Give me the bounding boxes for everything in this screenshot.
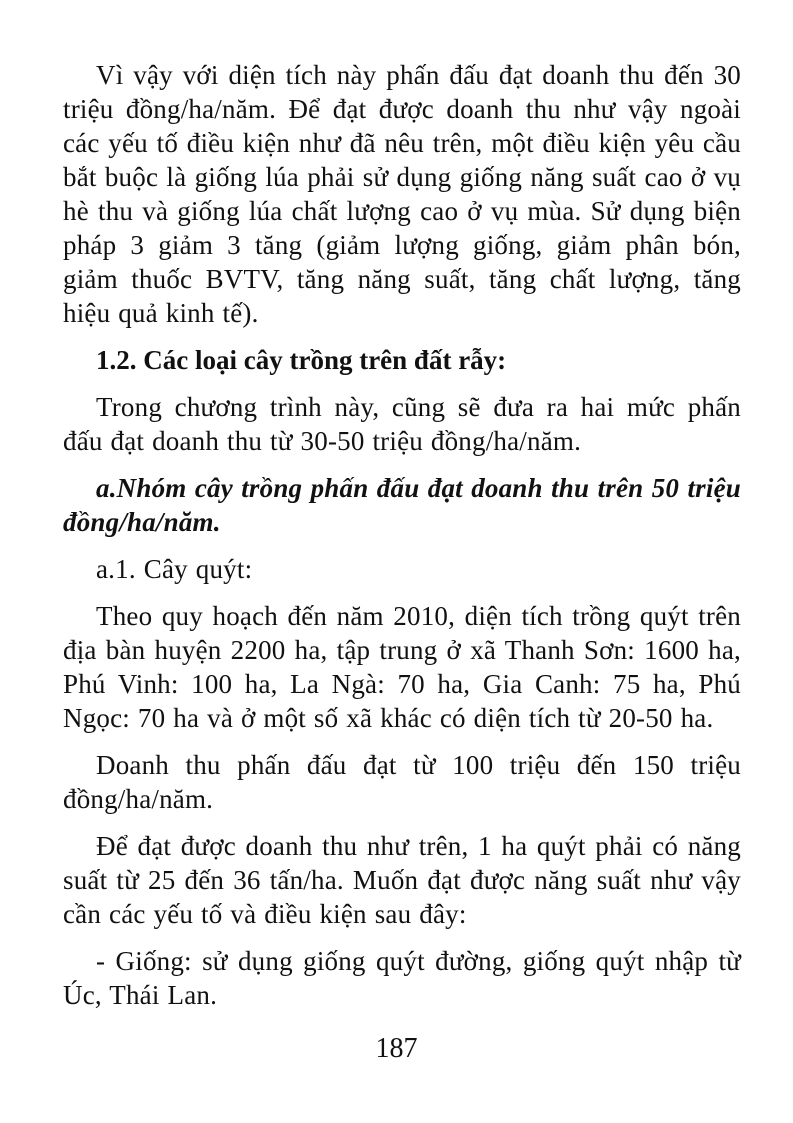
paragraph-revenue-target: Doanh thu phấn đấu đạt từ 100 triệu đến 150 triệu đồng/ha/năm. [63, 750, 741, 814]
paragraph-planning-2010: Theo quy hoạch đến năm 2010, diện tích trồng quýt trên địa bàn huyện 2200 ha, tập trung ở xã Thanh Sơn: 1600 ha, Phú Vinh: 100 ha, La Ngà: 70 ha, Gia Canh: 75 ha, Phú Ngọc: 70 ha và ở một số xã khác có diện tích từ 20-50 ha. [63, 601, 741, 733]
item-heading-a1-mandarin: a.1. Cây quýt: [96, 554, 253, 584]
page-number: 187 [375, 1033, 418, 1064]
paragraph-intro-rice: Vì vậy với diện tích này phấn đấu đạt doanh thu đến 30 triệu đồng/ha/năm. Để đạt được doanh thu như vậy ngoài các yếu tố điều kiện như đã nêu trên, một điều kiện yêu cầu bắt buộc là giống lúa phải sử dụng giống năng suất cao ở vụ hè thu và giống lúa chất lượng cao ở vụ mùa. Sử dụng biện pháp 3 giảm 3 tăng (giảm lượng giống, giảm phân bón, giảm thuốc BVTV, tăng năng suất, tăng chất lượng, tăng hiệu quả kinh tế). [63, 60, 741, 328]
paragraph-yield-requirement: Để đạt được doanh thu như trên, 1 ha quýt phải có năng suất từ 25 đến 36 tấn/ha. Muốn đạt được năng suất như vậy cần các yếu tố và điều kiện sau đây: [63, 831, 741, 929]
text-block [63, 58, 741, 1025]
paragraph-seed-varieties: - Giống: sử dụng giống quýt đường, giống quýt nhập từ Úc, Thái Lan. [63, 946, 741, 1010]
subheading-group-a: a.Nhóm cây trồng phấn đấu đạt doanh thu trên 50 triệu đồng/ha/năm. [63, 473, 741, 537]
section-heading-1-2: 1.2. Các loại cây trồng trên đất rẫy: [96, 345, 507, 375]
paragraph-program-targets: Trong chương trình này, cũng sẽ đưa ra hai mức phấn đấu đạt doanh thu từ 30-50 triệu đồng/ha/năm. [63, 392, 741, 456]
